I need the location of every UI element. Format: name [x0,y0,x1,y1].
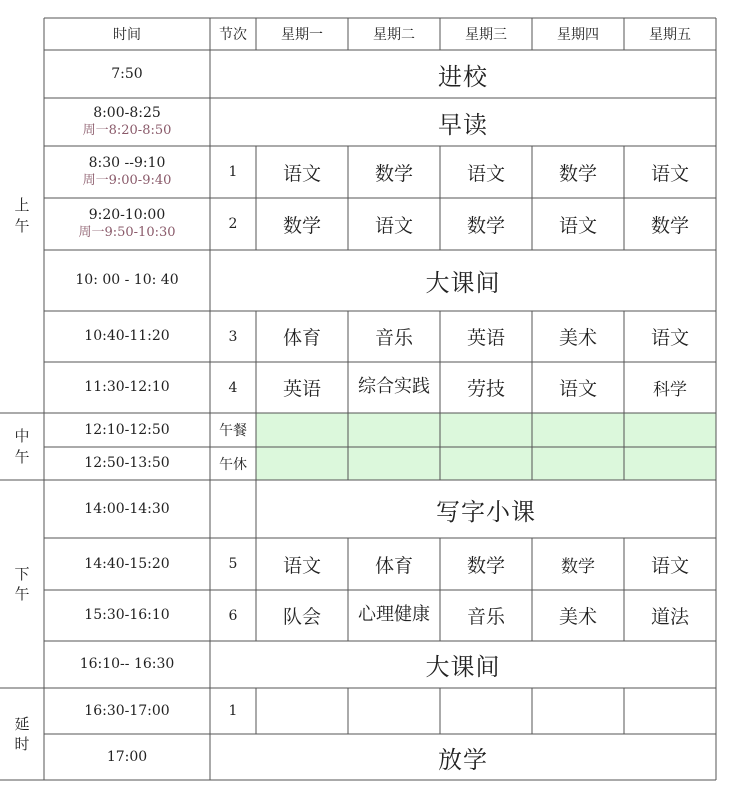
subject-cell: 数学 [466,554,505,577]
time-text: 14:00-14:30 [84,500,170,517]
time-cell [44,50,210,98]
time-cell [44,198,210,250]
subject-cell: 音乐 [466,606,505,628]
time-text: 14:40-15:20 [84,555,170,572]
section-afternoon [0,480,44,688]
time-cell [44,447,210,480]
time-text: 8:00-8:25 [93,105,161,122]
time-text: 9:20-10:00 [88,207,166,224]
time-cell [44,98,210,146]
time-cell [44,480,210,538]
time-cell [44,362,210,413]
header-tuesday: 星期二 [373,27,415,43]
period-cell: 午餐 [219,423,247,439]
subject-cell: 综合实践 [358,376,430,398]
subject-cell: 队会 [282,606,321,628]
period-cell: 4 [228,379,238,396]
subject-cell: 语文 [374,214,413,237]
time-cell [44,641,210,688]
subject-cell: 劳技 [466,378,505,400]
section-morning-1: 上 [14,196,30,215]
time-subtext: 周一8:20-8:50 [82,122,172,138]
subject-cell: 语文 [558,378,597,400]
subject-cell: 体育 [282,327,321,349]
time-text: 8:30 --9:10 [88,155,166,172]
time-cell [44,146,210,198]
section-extended-1: 延 [14,714,30,733]
header-time: 时间 [113,27,141,43]
time-text: 12:50-13:50 [84,455,170,472]
period-cell: 2 [228,216,238,232]
time-cell [44,311,210,362]
section-noon [0,413,44,480]
subject-cell: 道法 [650,606,689,628]
subject-cell: 语文 [650,554,689,577]
subject-cell: 数学 [466,214,505,237]
period-cell: 1 [228,164,238,180]
time-cell [44,413,210,447]
subject-cell: 数学 [558,162,597,185]
section-noon-1: 中 [14,427,30,446]
section-noon-2: 午 [14,447,30,466]
time-cell [44,688,210,734]
period-cell: 3 [228,328,238,345]
time-text: 10:40-11:20 [84,328,170,345]
subject-cell: 体育 [374,554,413,577]
subject-cell: 美术 [558,327,597,349]
header-monday: 星期一 [281,27,323,43]
banner-cell: 写字小课 [436,497,536,526]
period-cell: 午休 [219,456,247,473]
header-period: 节次 [219,27,247,43]
banner-cell: 大课间 [425,653,501,681]
subject-cell: 语文 [282,162,321,185]
period-cell: 5 [228,556,238,572]
time-text: 17:00 [106,748,148,765]
subject-cell: 语文 [650,162,689,185]
subject-cell: 数学 [374,162,413,185]
banner-cell: 早读 [438,110,488,139]
subject-cell: 语文 [282,554,321,577]
subject-cell: 语文 [650,327,689,349]
subject-cell: 语文 [558,214,597,237]
period-cell: 6 [228,607,238,624]
subject-cell: 心理健康 [358,604,430,626]
section-afternoon-1: 下 [14,564,30,583]
time-subtext: 周一9:00-9:40 [82,172,172,188]
time-text: 7:50 [111,65,143,82]
time-cell [44,734,210,780]
section-morning-2: 午 [14,216,30,235]
time-text: 16:30-17:00 [84,702,170,719]
section-extended [0,688,44,780]
header-thursday: 星期四 [557,27,599,43]
time-text: 11:30-12:10 [84,379,170,396]
subject-cell: 美术 [558,606,597,628]
time-cell [44,538,210,590]
banner-cell: 放学 [438,745,488,774]
subject-cell: 音乐 [374,327,413,349]
header-wednesday: 星期三 [465,27,507,43]
time-text: 16:10-- 16:30 [79,656,175,673]
time-text: 10: 00 - 10: 40 [75,272,179,289]
time-text: 12:10-12:50 [84,421,170,438]
time-cell [44,590,210,641]
banner-cell: 进校 [438,62,488,91]
time-subtext: 周一9:50-10:30 [78,224,176,240]
subject-cell: 数学 [282,214,321,237]
subject-cell: 英语 [466,327,505,349]
section-extended-2: 时 [14,735,30,753]
header-friday: 星期五 [649,27,691,43]
subject-cell: 英语 [282,378,321,400]
time-cell [44,250,210,311]
subject-cell: 数学 [561,556,595,577]
section-afternoon-2: 午 [14,585,30,603]
section-morning [0,18,44,413]
subject-cell: 科学 [653,380,687,400]
period-cell: 1 [228,703,238,719]
subject-cell: 语文 [466,162,505,185]
subject-cell: 数学 [650,214,689,237]
time-text: 15:30-16:10 [84,607,170,624]
banner-cell: 大课间 [425,269,501,297]
